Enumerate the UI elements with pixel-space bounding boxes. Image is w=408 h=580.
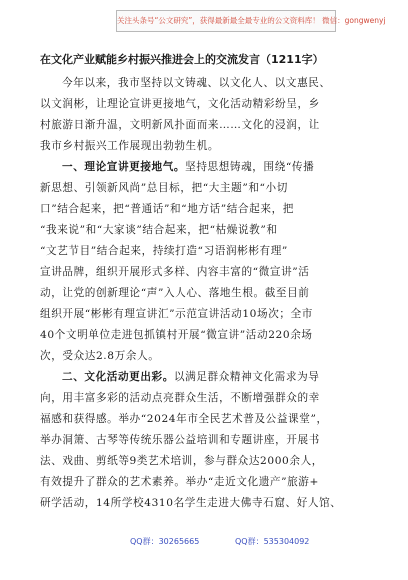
section-text: 以满足群众精神文化需求为导	[173, 371, 320, 383]
paragraph-line: 以文润彬，让理论宣讲更接地气，文化活动精彩纷呈，乡	[40, 98, 320, 110]
paragraph-line: 今年以来，我市坚持以文铸魂、以文化人、以文惠民、	[62, 77, 331, 89]
qq-group-2: QQ群：535304092	[235, 537, 310, 546]
section-heading-1: 一、理论宣讲更接地气。	[62, 161, 186, 173]
qq-group-1: QQ群：30265665	[130, 537, 200, 546]
paragraph-line: 村旅游日渐升温，文明新风扑面而来……文化的浸润，让	[40, 119, 320, 131]
paragraph-line: 举办洞箫、古琴等传统乐器公益培训和专题讲座，开展书	[40, 434, 320, 446]
document-body	[40, 73, 384, 514]
paragraph-line: 40个文明单位走进包抓镇村开展“微宣讲”活动220余场	[40, 329, 313, 341]
paragraph-line: 口”结合起来，把“普通话”和“地方话”结合起来，把	[40, 203, 294, 215]
paragraph-line: 动，让党的创新理论“声”入人心、落地生根。截至目前	[40, 287, 310, 299]
paragraph-line: 研学活动，14所学校4310名学生走进大佛寺石窟、好人馆、	[40, 497, 342, 509]
paragraph-line: 组织开展“彬彬有理宣讲汇”示范宣讲活动10场次；全市	[40, 308, 313, 320]
paragraph-line: 次，受众达2.8万余人。	[40, 350, 160, 362]
paragraph-line: 我市乡村振兴工作展现出勃勃生机。	[40, 140, 220, 152]
section-heading-line	[40, 157, 384, 178]
paragraph-line: “文艺节目”结合起来，持续打造“习语润彬彬有理”	[40, 245, 288, 257]
paragraph-line: 新思想、引领新风尚”总目标，把“大主题”和“小切	[40, 182, 288, 194]
document-title: 在文化产业赋能乡村振兴推进会上的交流发言（1211字）	[40, 53, 324, 66]
section-heading-line	[40, 367, 384, 388]
header-banner: 关注头条号“公文研究”，获得最新最全最专业的公文资料库！ 微信：gongwenyj	[116, 10, 336, 32]
paragraph-line: 有效提升了群众的艺术素养。举办“走近文化遗产”旅游+	[40, 476, 319, 488]
paragraph-line: 宣讲品牌，组织开展形式多样、内容丰富的“微宣讲”活	[40, 266, 310, 278]
paragraph-line: 法、戏曲、剪纸等9类艺术培训，参与群众达2000余人，	[40, 455, 323, 467]
paragraph-line: 福感和获得感。举办“2024年市全民艺术普及公益课堂”，	[40, 413, 328, 425]
paragraph-line: “我来说”和“大家谈”结合起来，把“枯燥说教”和	[40, 224, 278, 236]
footer	[0, 536, 408, 550]
paragraph-line: 向，用丰富多彩的活动点亮群众生活，不断增强群众的幸	[40, 392, 320, 404]
section-heading-2: 二、文化活动更出彩。	[62, 371, 174, 383]
section-text: 坚持思想铸魂，围绕“传播	[185, 161, 315, 173]
